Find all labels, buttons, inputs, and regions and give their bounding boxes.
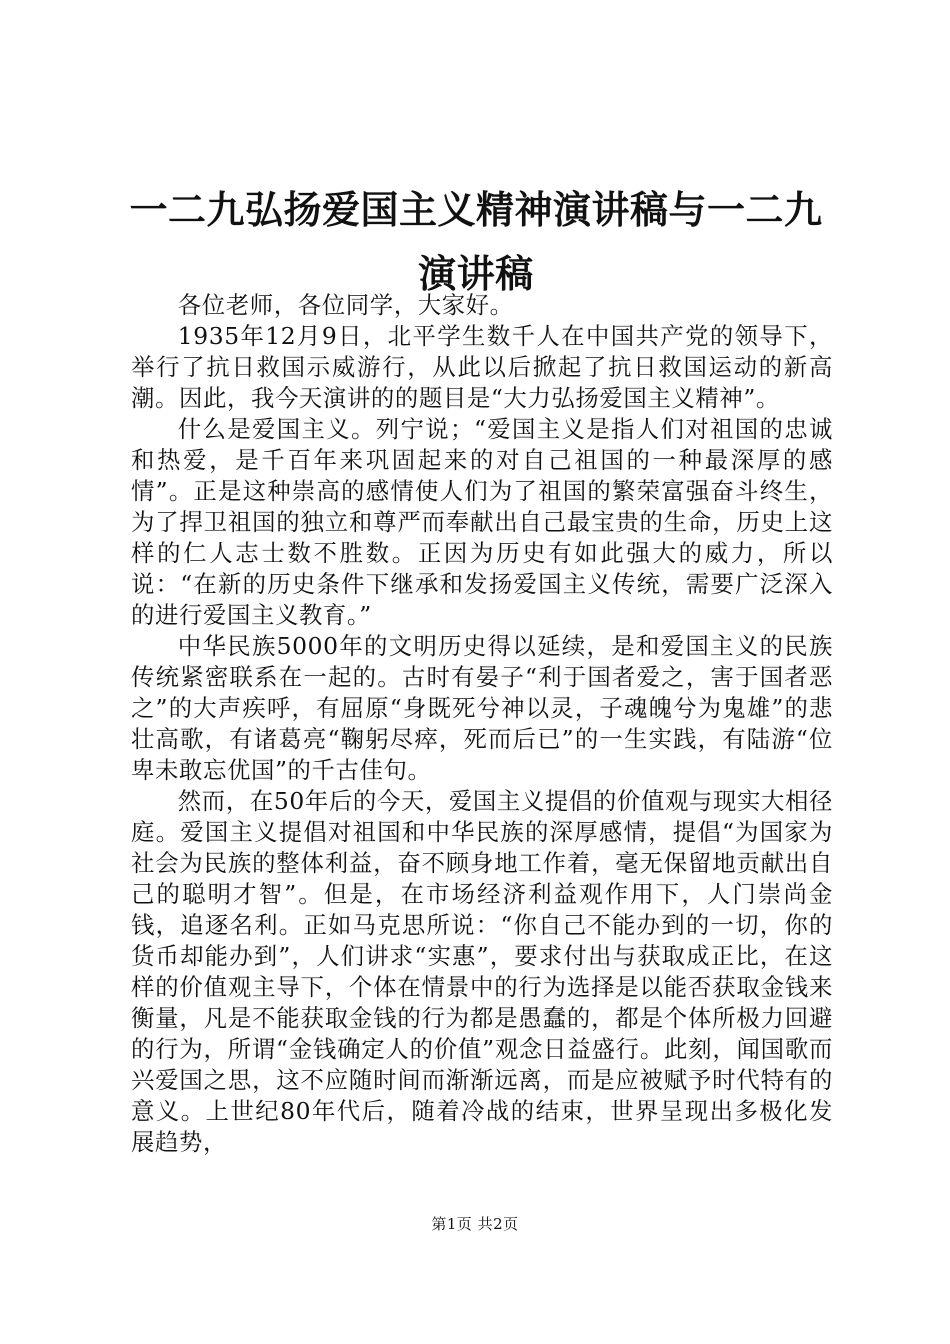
paragraph-history: 1935年12月9日，北平学生数千人在中国共产党的领导下，举行了抗日救国示威游行，从此以后掀起了抗日救国运动的新高潮。因此，我今天演讲的的题目是“大力弘扬爱国主义精神”。 bbox=[131, 322, 833, 412]
document-title: 一二九弘扬爱国主义精神演讲稿与一二九演讲稿 bbox=[129, 188, 823, 296]
page-footer: 第1页 共2页 bbox=[431, 1215, 519, 1233]
paragraph-tradition: 中华民族5000年的文明历史得以延续，是和爱国主义的民族传统紧密联系在一起的。古时有晏子“利于国者爱之，害于国者恶之”的大声疾呼，有屈原“身既死兮神以灵，子魂魄兮为鬼雄”的悲壮高歌，有诸葛亮“鞠躬尽瘁，死而后已”的一生实践，有陆游“位卑未敢忘优国”的千古佳句。 bbox=[131, 632, 833, 784]
paragraph-definition: 什么是爱国主义。列宁说；“爱国主义是指人们对祖国的忠诚和热爱，是千百年来巩固起来的对自己祖国的一种最深厚的感情”。正是这种崇高的感情使人们为了祖国的繁荣富强奋斗终生，为了捍卫祖国的独立和尊严而奉献出自己最宝贵的生命，历史上这样的仁人志士数不胜数。正因为历史有如此强大的威力，所以说：“在新的历史条件下继承和发扬爱国主义传统，需要广泛深入的进行爱国主义教育。” bbox=[131, 415, 833, 629]
paragraph-greeting: 各位老师，各位同学，大家好。 bbox=[177, 291, 514, 319]
paragraph-reality: 然而，在50年后的今天，爱国主义提倡的价值观与现实大相径庭。爱国主义提倡对祖国和中华民族的深厚感情，提倡“为国家为社会为民族的整体利益，奋不顾身地工作着，毫无保留地贡献出自己的聪明才智”。但是，在市场经济利益观作用下，人门崇尚金钱，追逐名利。正如马克思所说：“你自己不能办到的一切，你的货币却能办到”，人们讲求“实惠”，要求付出与获取成正比，在这样的价值观主导下，个体在情景中的行为选择是以能否获取金钱来衡量，凡是不能获取金钱的行为都是愚蠢的，都是个体所极力回避的行为，所谓“金钱确定人的价值”观念日益盛行。此刻，闻国歌而兴爱国之思，这不应随时间而渐渐远离，而是应被赋予时代特有的意义。上世纪80年代后，随着冷战的结束，世界呈现出多极化发展趋势， bbox=[131, 787, 833, 1156]
document-body bbox=[131, 290, 833, 1158]
